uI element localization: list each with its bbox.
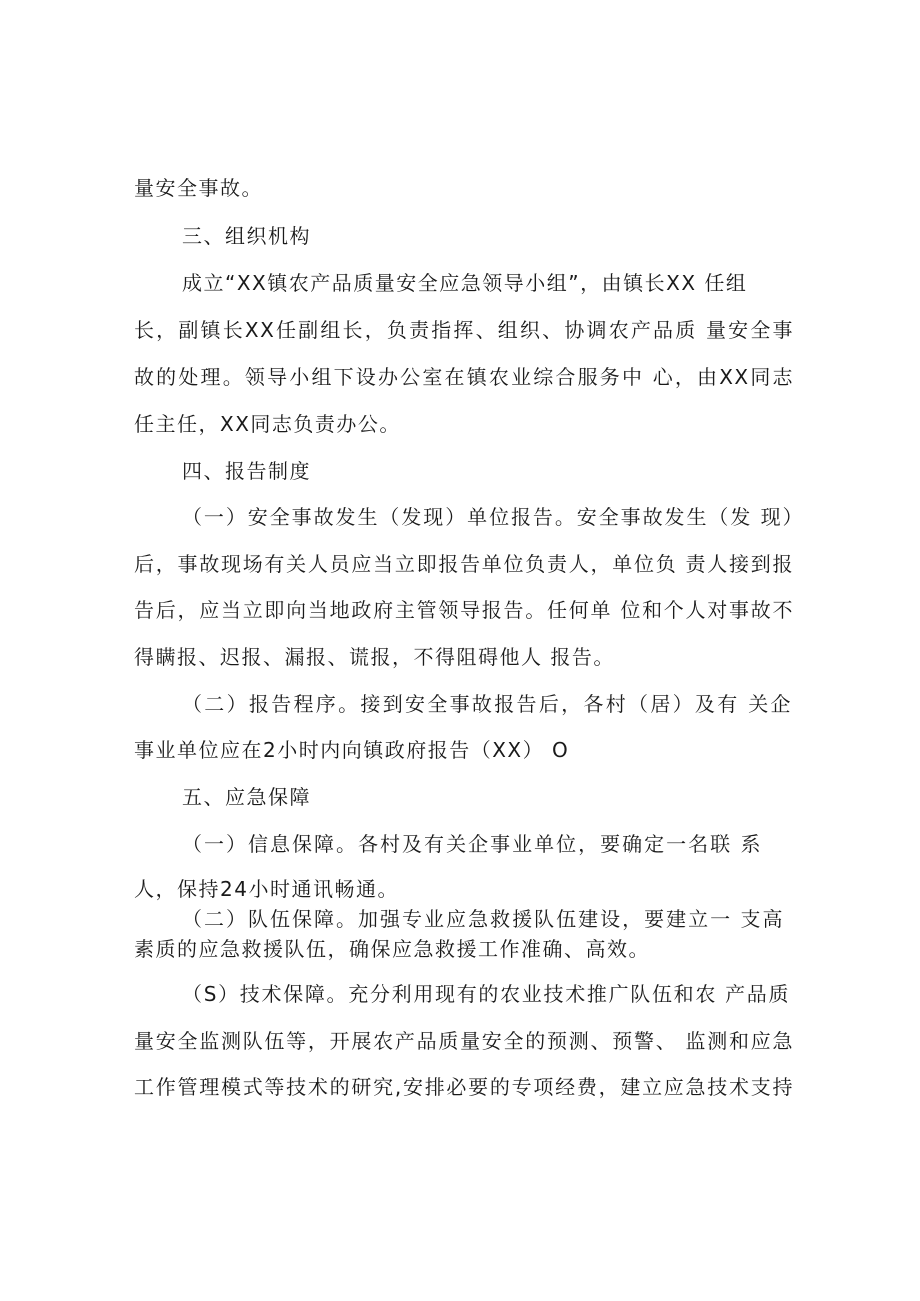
text-line: （一）安全事故发生（发现）单位报告。安全事故发生（发 现） (182, 505, 804, 529)
text-line: 人，保持24小时通讯畅通。 (134, 877, 399, 901)
text-line: 素质的应急救援队伍，确保应急救援工作准确、高效。 (134, 937, 650, 961)
text-line: 得瞒报、迟报、漏报、谎报，不得阻碍他人 报告。 (134, 645, 615, 669)
text-line: 任主任，XX同志负责办公。 (134, 412, 401, 436)
text-line: 成立“XX镇农产品质量安全应急领导小组”，由镇长XX 任组 (182, 271, 748, 295)
text-line: 量安全监测队伍等，开展农产品质量安全的预测、预警、 监测和应急 (134, 1029, 794, 1053)
text-line: 后，事故现场有关人员应当立即报告单位负责人，单位负 责人接到报 (134, 552, 794, 576)
section-heading: 四、报告制度 (182, 459, 311, 483)
text-line: （一）信息保障。各村及有关企事业单位，要确定一名联 系 (182, 832, 762, 856)
text-line: 事业单位应在2小时内向镇政府报告（XX） O (134, 738, 570, 762)
text-line: （二）报告程序。接到安全事故报告后，各村（居）及有 关企 (182, 692, 792, 716)
text-line: 故的处理。领导小组下设办公室在镇农业综合服务中 心，由XX同志 (134, 365, 794, 389)
text-line: 量安全事故。 (134, 176, 263, 200)
text-line: 长，副镇长XX任副组长，负责指挥、组织、协调农产品质 量安全事 (134, 318, 794, 342)
section-heading: 五、应急保障 (182, 785, 311, 809)
text-line: 工作管理模式等技术的研究,安排必要的专项经费，建立应急技术支持 (134, 1075, 794, 1099)
text-line: （二）队伍保障。加强专业应急救援队伍建设，要建立一 支高 (182, 907, 784, 931)
text-line: 告后，应当立即向当地政府主管领导报告。任何单 位和个人对事故不 (134, 598, 794, 622)
section-heading: 三、组织机构 (182, 224, 311, 248)
text-line: （S）技术保障。充分利用现有的农业技术推广队伍和农 产品质 (182, 982, 790, 1006)
